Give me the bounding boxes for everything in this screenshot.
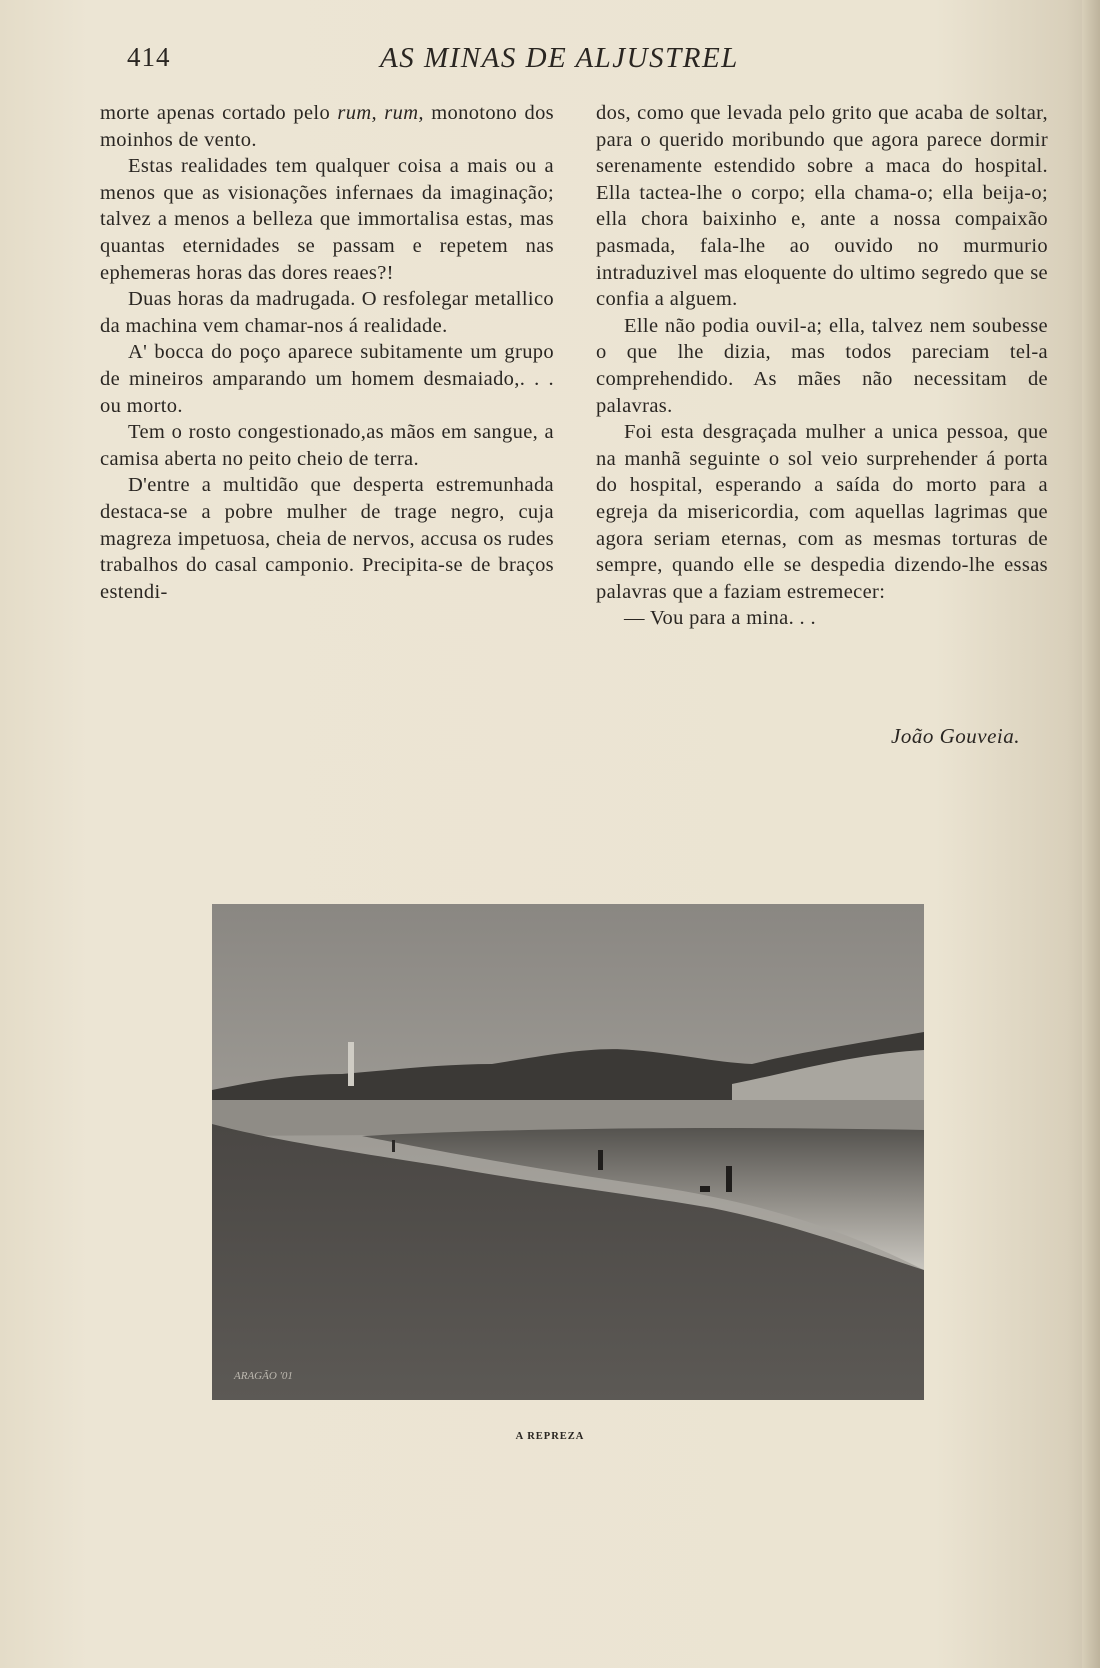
text-run: monotono dos moinhos de vento. bbox=[100, 102, 554, 151]
figure-person bbox=[392, 1140, 395, 1152]
paragraph: Elle não podia ouvil-a; ella, talvez nem soubesse o que lhe dizia, mas todos pareciam tel-a comprehendido. As mães não necessitam de palavras. bbox=[596, 314, 1048, 417]
paragraph: Tem o rosto congestionado,as mãos em sangue, a camisa aberta no peito cheio de terra. bbox=[100, 421, 554, 470]
author-signature: João Gouveia. bbox=[891, 724, 1020, 748]
page-number: 414 bbox=[127, 42, 171, 72]
figure-caption: A REPREZA bbox=[515, 1431, 585, 1442]
right-column bbox=[596, 100, 1048, 632]
photo-signature: ARAGÃO '01 bbox=[234, 1370, 293, 1382]
paragraph: — Vou para a mina. . . bbox=[624, 607, 816, 630]
chimney bbox=[348, 1042, 354, 1086]
italic-text: rum, rum, bbox=[337, 102, 424, 124]
page-header bbox=[0, 42, 1100, 82]
dog bbox=[700, 1186, 710, 1192]
figure-person bbox=[598, 1150, 603, 1170]
paragraph: Foi esta desgraçada mulher a unica pessoa, que na manhã seguinte o sol veio surprehender á porta do hospital, esperando a saída do morto para a egreja da misericordia, com aquellas lagrimas que agora seriam eternas, com as mesmas torturas de sempre, quando elle se despedia dizendo-lhe essas palavras que a faziam estremecer: bbox=[596, 421, 1048, 603]
paragraph: Duas horas da madrugada. O resfolegar metallico da machina vem chamar-nos á realidade. bbox=[100, 288, 554, 337]
photo-illustration bbox=[212, 904, 924, 1400]
paragraph: A' bocca do poço aparece subitamente um grupo de mineiros amparando um homem desmaiado,. . . ou morto. bbox=[100, 341, 554, 417]
running-title: AS MINAS DE ALJUSTREL bbox=[380, 42, 739, 74]
page-edge bbox=[1082, 0, 1100, 1668]
text-run: morte apenas cortado pelo bbox=[100, 102, 338, 124]
paragraph bbox=[100, 100, 554, 153]
left-column bbox=[100, 100, 554, 605]
reservoir-photograph bbox=[212, 904, 924, 1400]
paragraph: D'entre a multidão que desperta estremunhada destaca-se a pobre mulher de trage negro, cuja magreza impetuosa, cheia de nervos, accusa os rudes trabalhos do casal camponio. Precipita-se de braços estendi- bbox=[100, 474, 554, 603]
paragraph: Estas realidades tem qualquer coisa a mais ou a menos que as visionações infernaes da imaginação; talvez a menos a belleza que immortalisa estas, mas quantas eternidades se passam e repetem nas ephemeras horas das dores reaes?! bbox=[100, 155, 554, 284]
figure-person bbox=[726, 1166, 732, 1192]
paragraph: dos, como que levada pelo grito que acaba de soltar, para o querido moribundo que agora parece dormir serenamente estendido sobre a maca do hospital. Ella tactea-lhe o corpo; ella chama-o; ella beija-o; ella chora baixinho e, ante a nossa compaixão pasmada, fala-lhe ao ouvido no murmurio intraduzivel mas eloquente do ultimo segredo que se confia a alguem. bbox=[596, 102, 1048, 311]
